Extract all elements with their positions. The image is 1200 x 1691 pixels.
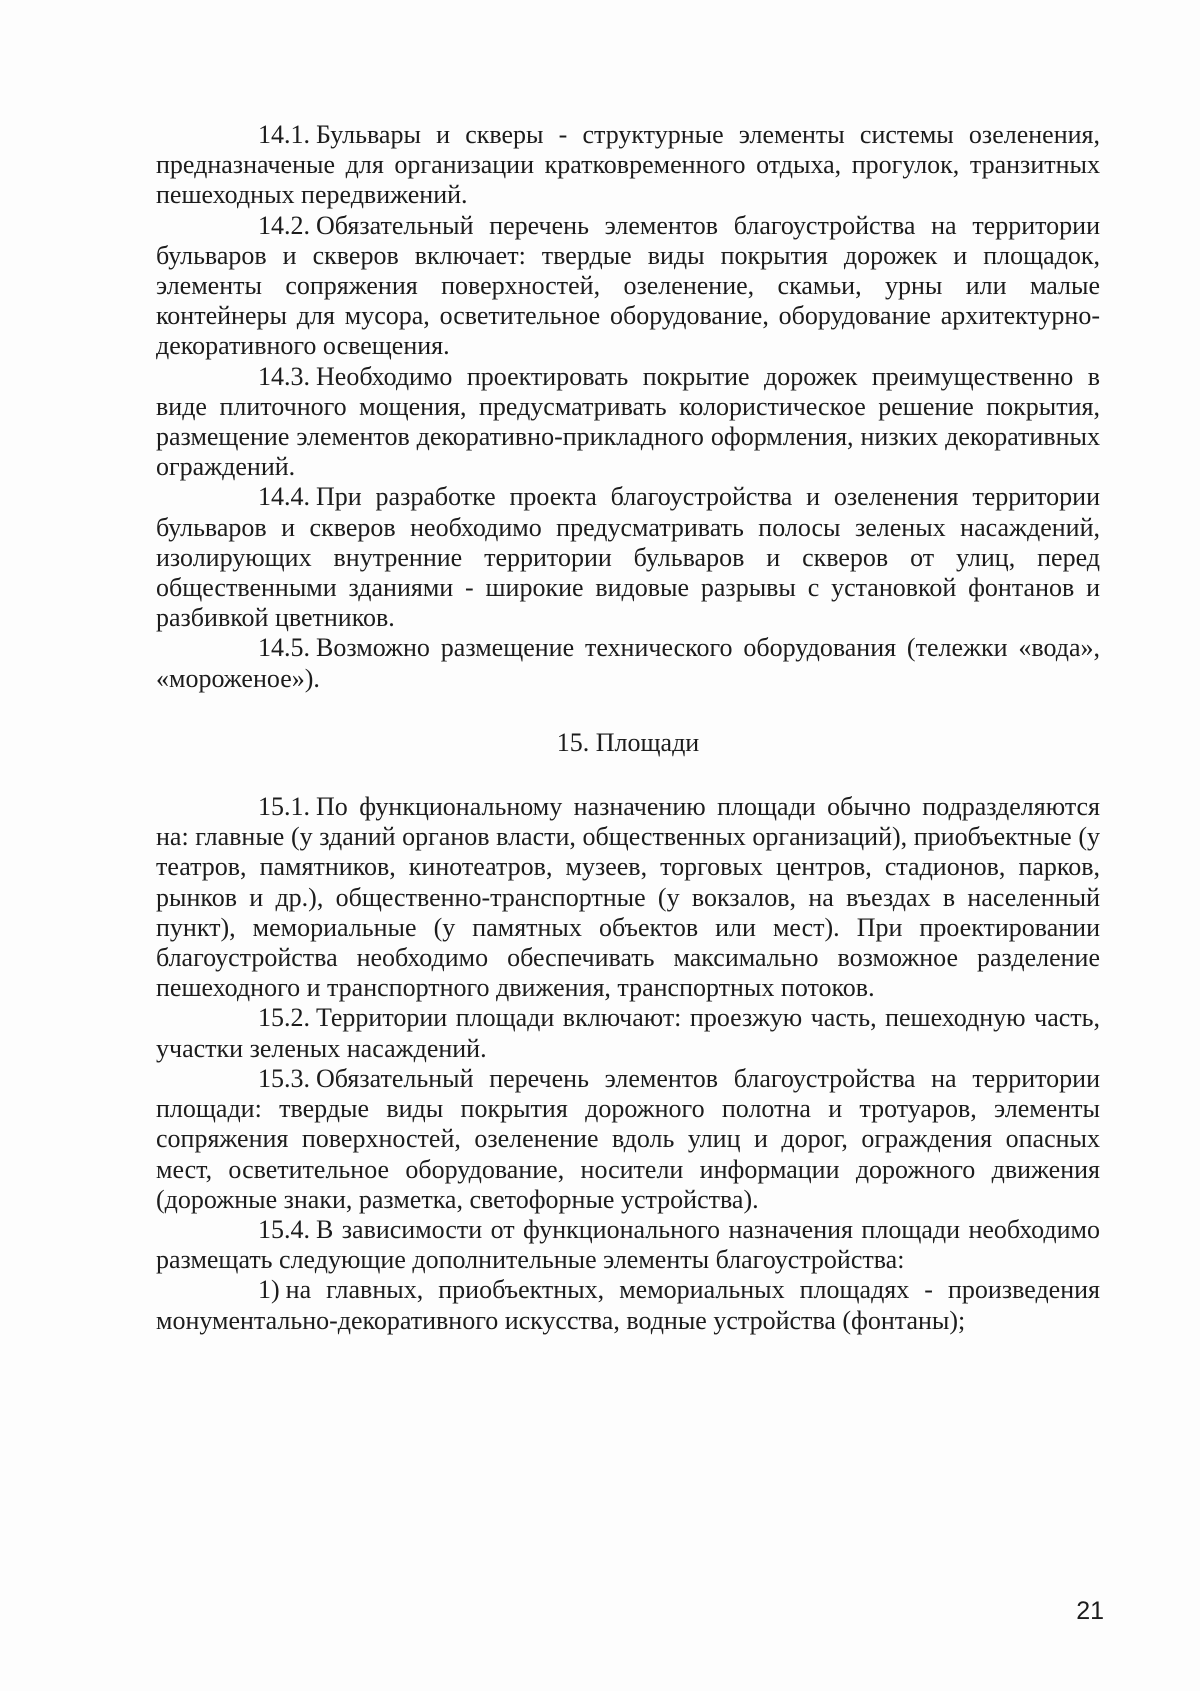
paragraph-number: 14.4. (258, 482, 310, 512)
paragraph-number: 15.2. (258, 1003, 310, 1033)
paragraph-number: 15.4. (258, 1214, 310, 1244)
document-body (156, 120, 1100, 1336)
paragraph-14-2 (156, 211, 1100, 362)
paragraph-text: Возможно размещение технического оборудования (тележки «вода», «мороженое»). (156, 633, 1100, 693)
paragraph-number: 14.1. (258, 120, 310, 149)
list-item-number: 1) (258, 1275, 280, 1305)
paragraph-number: 14.5. (258, 633, 310, 663)
paragraph-14-4 (156, 482, 1100, 633)
list-item-1 (156, 1275, 1100, 1335)
section-title: 15. Площади (556, 727, 700, 757)
paragraph-text: Территории площади включают: проезжую часть, пешеходную часть, участки зеленых насаждений. (156, 1003, 1100, 1063)
paragraph-number: 15.3. (258, 1063, 310, 1093)
paragraph-text: В зависимости от функционального назначения площади необходимо размещать следующие дополнительные элементы благоустройства: (156, 1214, 1100, 1275)
page-number: 21 (1076, 1597, 1104, 1625)
paragraph-text: Бульвары и скверы - структурные элементы системы озеленения, предназначеные для организации кратковременного отдыха, прогулок, транзитных пешеходных передвижений. (156, 120, 1100, 210)
paragraph-15-2 (156, 1003, 1100, 1063)
paragraph-number: 14.3. (258, 361, 310, 391)
paragraph-14-3 (156, 362, 1100, 483)
paragraph-text: Необходимо проектировать покрытие дорожек преимущественно в виде плиточного мощения, предусматривать колористическое решение покрытия, размещение элементов декоративно-прикладного оформления, низких декоративных ограждений. (156, 361, 1100, 482)
paragraph-text: При разработке проекта благоустройства и озеленения территории бульваров и скверов необходимо предусматривать полосы зеленых насаждений, изолирующих внутренние территории бульваров и скверов от улиц, перед общественными зданиями - широкие видовые разрывы с установкой фонтанов и разбивкой цветников. (156, 482, 1100, 633)
paragraph-text: Обязательный перечень элементов благоустройства на территории площади: твердые виды покрытия дорожного полотна и тротуаров, элементы сопряжения поверхностей, озеленение вдоль улиц и дорог, ограждения опасных мест, осветительное оборудование, носители информации дорожного движения (дорожные знаки, разметка, светофорные устройства). (156, 1063, 1100, 1214)
paragraph-14-5 (156, 633, 1100, 693)
paragraph-number: 15.1. (258, 792, 310, 822)
paragraph-15-4 (156, 1215, 1100, 1275)
paragraph-text: По функциональному назначению площади обычно подразделяются на: главные (у зданий органов власти, общественных организаций), приобъектные (у театров, памятников, кинотеатров, музеев, торговых центров, стадионов, парков, рынков и др.), общественно-транспортные (у вокзалов, на въездах в населенный пункт), мемориальные (у памятных объектов или мест). При проектировании благоустройства необходимо обеспечивать максимально возможное разделение пешеходного и транспортного движения, транспортных потоков. (156, 792, 1100, 1003)
paragraph-text: Обязательный перечень элементов благоустройства на территории бульваров и скверов включает: твердые виды покрытия дорожек и площадок, элементы сопряжения поверхностей, озеленение, скамьи, урны или малые контейнеры для мусора, осветительное оборудование, оборудование архитектурно-декоративного освещения. (156, 210, 1100, 361)
paragraph-15-3 (156, 1064, 1100, 1215)
paragraph-14-1 (156, 120, 1100, 211)
paragraph-15-1 (156, 792, 1100, 1003)
list-item-text: на главных, приобъектных, мемориальных площадях - произведения монументально-декоративного искусства, водные устройства (фонтаны); (156, 1275, 1100, 1335)
paragraph-number: 14.2. (258, 210, 310, 240)
